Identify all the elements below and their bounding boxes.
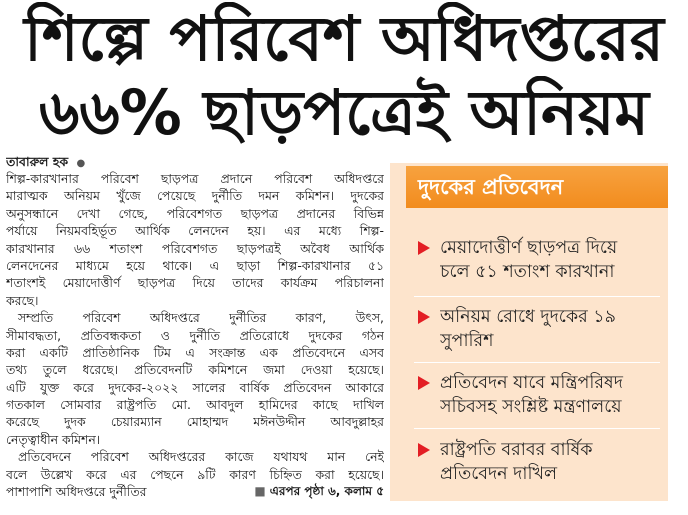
sidebar-item-line: মেয়াদোত্তীর্ণ ছাড়পত্র দিয়ে [440, 238, 618, 258]
sidebar-item-2 [390, 305, 668, 357]
headline-line-2: ৬৬% ছাড়পত্রেই অনিয়ম [39, 76, 649, 149]
sidebar-item-line: সুপারিশ [440, 331, 494, 351]
byline-author: তাবারুল হক [6, 154, 69, 169]
continuation-text: এরপর পৃষ্ঠা ৬, কলাম ৫ [269, 484, 384, 499]
red-triangle-bullet-icon [418, 376, 430, 390]
sidebar-divider [414, 362, 660, 363]
text-line: বলে উল্লেখ করে এর পেছনে ৯টি কারণ চিহ্নিত করা হয়েছে। [6, 466, 384, 482]
text-line: করা একটি প্রাতিষ্ঠানিক টিম এ সংক্রান্ত এক প্রতিবেদনে এসব [6, 344, 384, 360]
text-line: কারখানার ৬৬ শতাংশ পরিবেশগত ছাড়পত্রই অবৈধ আর্থিক [6, 240, 384, 256]
sidebar-title: দুদকের প্রতিবেদন [406, 166, 668, 208]
text-line: অনুসন্ধানে দেখা গেছে, পরিবেশগত ছাড়পত্র প্রদানের বিভিন্ন [6, 205, 384, 221]
headline [0, 2, 688, 152]
text-line: করেছে দুদক চেয়ারম্যান মোহাম্মদ মঈনউদ্দীন আবদুল্লাহর [6, 414, 384, 430]
text-line: তথ্য তুলে ধরেছে। প্রতিবেদনটি কমিশনে জমা দেওয়া হয়েছে। [6, 362, 384, 378]
text-line: পর্যায়ে নিয়মবহির্ভূত আর্থিক লেনদেন হয়। এর মধ্যে শিল্প- [6, 223, 384, 239]
paragraph-1 [6, 170, 384, 309]
sidebar-item-line: প্রতিবেদন দাখিল [440, 464, 557, 484]
sidebar-item-line: প্রতিবেদন যাবে মন্ত্রিপরিষদ [440, 373, 623, 393]
text-line: সম্প্রতি পরিবেশ অধিদপ্তরে দুর্নীতির কারণ, উৎস, [18, 310, 384, 326]
paragraph-3 [6, 448, 384, 500]
text-line-with-continuation [6, 483, 384, 500]
text-line: পাশাপাশি অধিদপ্তরে দুর্নীতির [6, 484, 147, 500]
text-line: শিল্প-কারখানার পরিবেশ ছাড়পত্র প্রদানে পরিবেশ অধিদপ্তরে [6, 171, 384, 186]
sidebar-item-3 [390, 371, 668, 423]
text-line: মারাত্মক অনিয়ম খুঁজে পেয়েছে দুর্নীতি দমন কমিশন। দুদকের [6, 188, 384, 204]
paragraph-2 [6, 309, 384, 448]
square-icon: ■ [254, 484, 266, 499]
article-body [6, 153, 384, 505]
red-triangle-bullet-icon [418, 241, 430, 255]
sidebar-item-4 [390, 438, 668, 490]
text-line: সীমাবদ্ধতা, প্রতিবন্ধকতা ও দুর্নীতি প্রতিরোধে দুদকের গঠন [6, 327, 384, 343]
text-line: গতকাল সোমবার রাষ্ট্রপতি মো. আবদুল হামিদের কাছে দাখিল [6, 397, 384, 413]
text-line: শতাংশই মেয়াদোত্তীর্ণ ছাড়পত্র দিয়ে তাদের কার্যক্রম পরিচালনা [6, 275, 384, 291]
sidebar-item-line: সচিবসহ সংশ্লিষ্ট মন্ত্রণালয়ে [440, 397, 622, 417]
red-triangle-bullet-icon [418, 310, 430, 324]
sidebar-divider [414, 428, 660, 429]
sidebar-item-line: চলে ৫১ শতাংশ কারখানা [440, 262, 615, 282]
headline-line-1: শিল্পে পরিবেশ অধিদপ্তরের [24, 2, 664, 75]
text-line: এটি যুক্ত করে দুদকের-২০২২ সালের বার্ষিক প্রতিবেদন আকারে [6, 379, 384, 395]
byline-dot-icon: ● [76, 158, 86, 169]
sidebar-divider [414, 296, 660, 297]
text-line: প্রতিবেদনে পরিবেশ অধিদপ্তরের কাজে যথাযথ মান নেই [18, 449, 384, 465]
text-line: করছে। [6, 292, 39, 308]
text-line: নেতৃত্বাধীন কমিশন। [6, 431, 101, 447]
sidebar-item-1 [390, 236, 668, 288]
text-line: লেনদেনের মাধ্যমে হয়ে থাকে। এ ছাড়া শিল্প-কারখানার ৫১ [6, 257, 384, 273]
sidebar-item-line: রাষ্ট্রপতি বরাবর বার্ষিক [440, 440, 593, 460]
continuation-note [254, 483, 384, 500]
sidebar-item-line: অনিয়ম রোধে দুদকের ১৯ [440, 307, 616, 327]
sidebar-box [390, 163, 668, 501]
red-triangle-bullet-icon [418, 443, 430, 457]
byline [6, 153, 384, 170]
